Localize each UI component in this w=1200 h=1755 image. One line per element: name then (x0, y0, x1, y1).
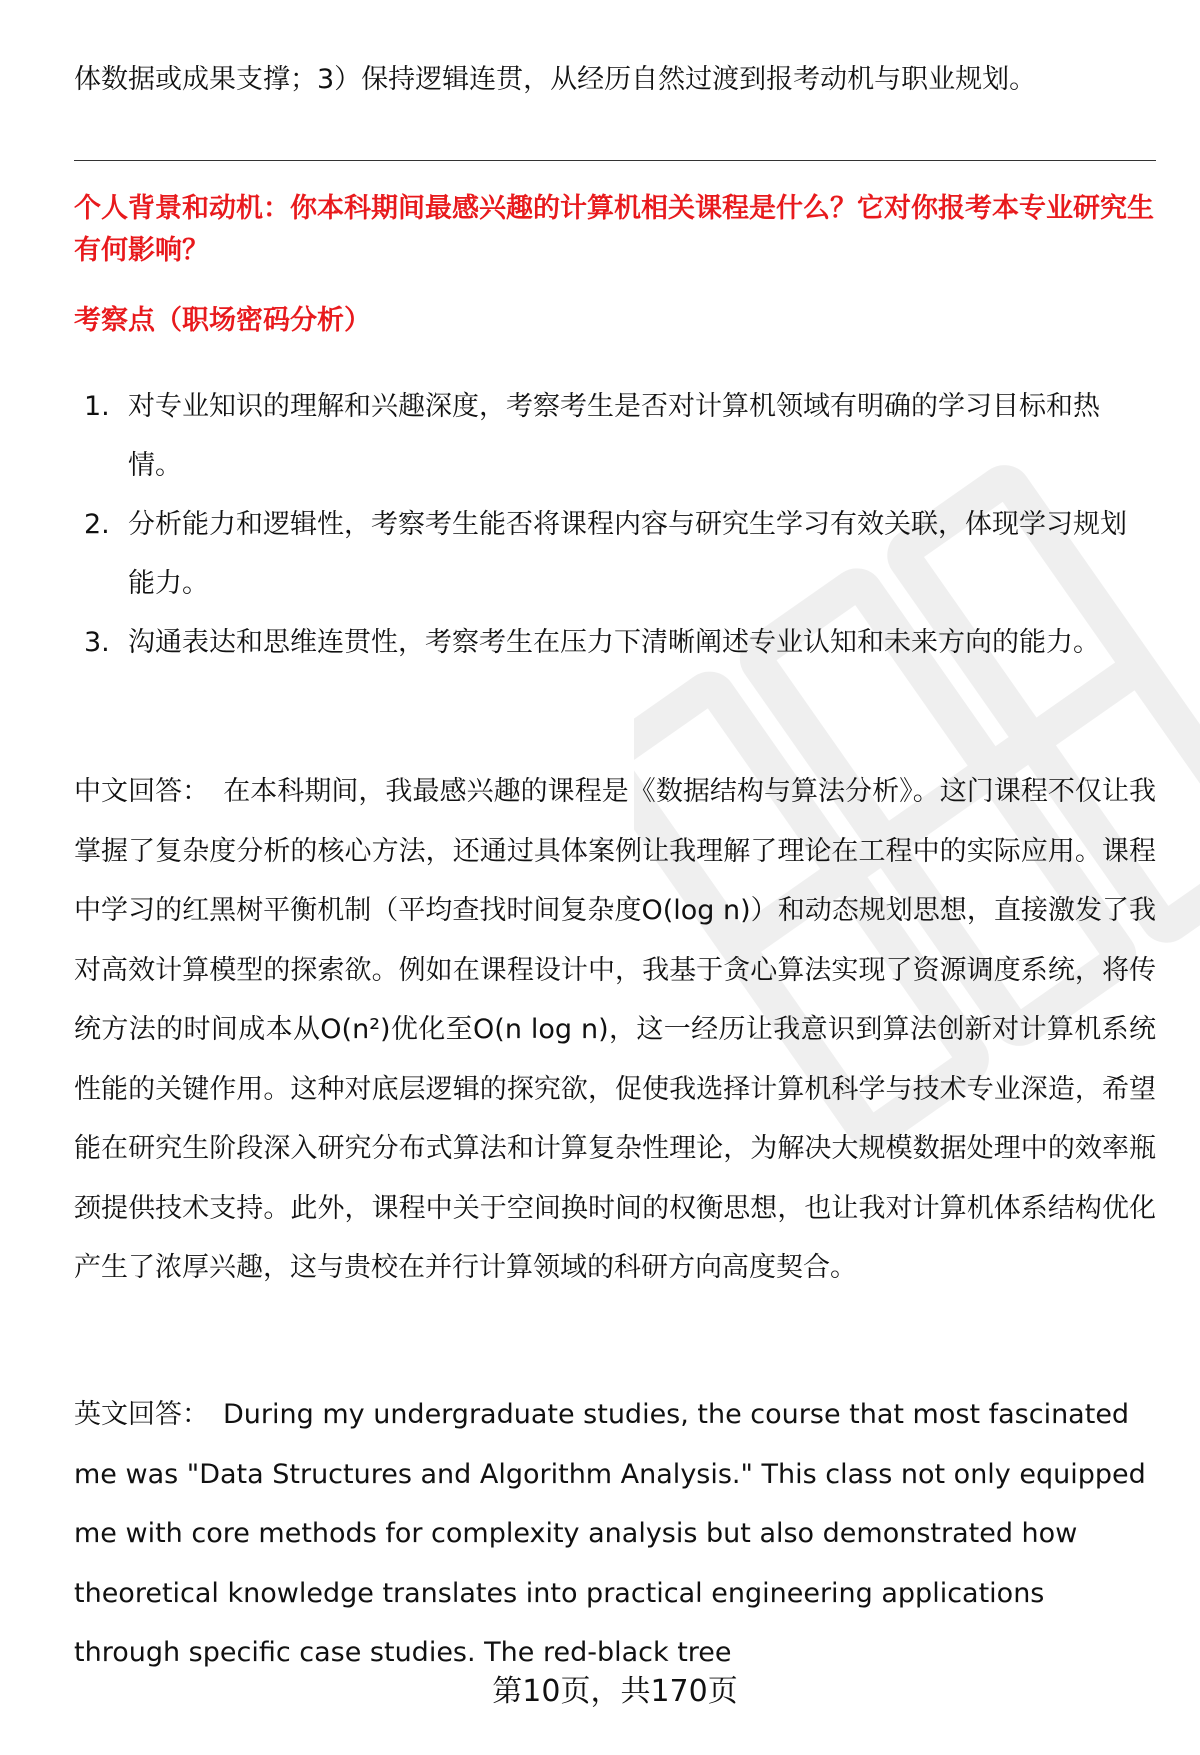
chinese-answer (74, 762, 1156, 1298)
section-divider (74, 160, 1156, 161)
list-item-text: 对专业知识的理解和兴趣深度，考察考生是否对计算机领域有明确的学习目标和热情。 (128, 391, 1100, 481)
page-number: 第10页，共170页 (492, 1674, 738, 1709)
list-item-number: 3. (84, 627, 110, 658)
document-page (74, 0, 1156, 1755)
english-answer-text: During my undergraduate studies, the course that most fascinated me was "Data Structures and Algorithm Analysis." This class not only equipped me with core methods for complexity analysis but also demonstrated how theoretical knowledge translates into practical engineering applications through specific case studies. The red-black tree (74, 1399, 1146, 1668)
list-item (84, 613, 1150, 672)
list-item (84, 495, 1150, 613)
chinese-answer-label: 中文回答： (74, 776, 210, 807)
assessment-points-heading: 考察点（职场密码分析） (74, 305, 371, 336)
list-item-number: 2. (84, 509, 110, 540)
list-item-number: 1. (84, 391, 110, 422)
question-heading: 个人背景和动机：你本科期间最感兴趣的计算机相关课程是什么？它对你报考本专业研究生有何影响？ (74, 193, 1154, 266)
chinese-answer-text: 在本科期间，我最感兴趣的课程是《数据结构与算法分析》。这门课程不仅让我掌握了复杂度分析的核心方法，还通过具体案例让我理解了理论在工程中的实际应用。课程中学习的红黑树平衡机制（平均查找时间复杂度O(log n)）和动态规划思想，直接激发了我对高效计算模型的探索欲。例如在课程设计中，我基于贪心算法实现了资源调度系统，将传统方法的时间成本从O(n²)优化至O(n log n)，这一经历让我意识到算法创新对计算机系统性能的关键作用。这种对底层逻辑的探究欲，促使我选择计算机科学与技术专业深造，希望能在研究生阶段深入研究分布式算法和计算复杂性理论，为解决大规模数据处理中的效率瓶颈提供技术支持。此外，课程中关于空间换时间的权衡思想，也让我对计算机体系结构优化产生了浓厚兴趣，这与贵校在并行计算领域的科研方向高度契合。 (74, 776, 1157, 1283)
english-answer (74, 1385, 1156, 1683)
intro-line: 体数据或成果支撑；3）保持逻辑连贯，从经历自然过渡到报考动机与职业规划。 (74, 64, 1037, 95)
english-answer-label: 英文回答： (74, 1399, 209, 1430)
list-item (84, 377, 1150, 495)
list-item-text: 分析能力和逻辑性，考察考生能否将课程内容与研究生学习有效关联，体现学习规划能力。 (128, 509, 1127, 599)
assessment-points-list (84, 377, 1150, 672)
list-item-text: 沟通表达和思维连贯性，考察考生在压力下清晰阐述专业认知和未来方向的能力。 (128, 627, 1100, 658)
